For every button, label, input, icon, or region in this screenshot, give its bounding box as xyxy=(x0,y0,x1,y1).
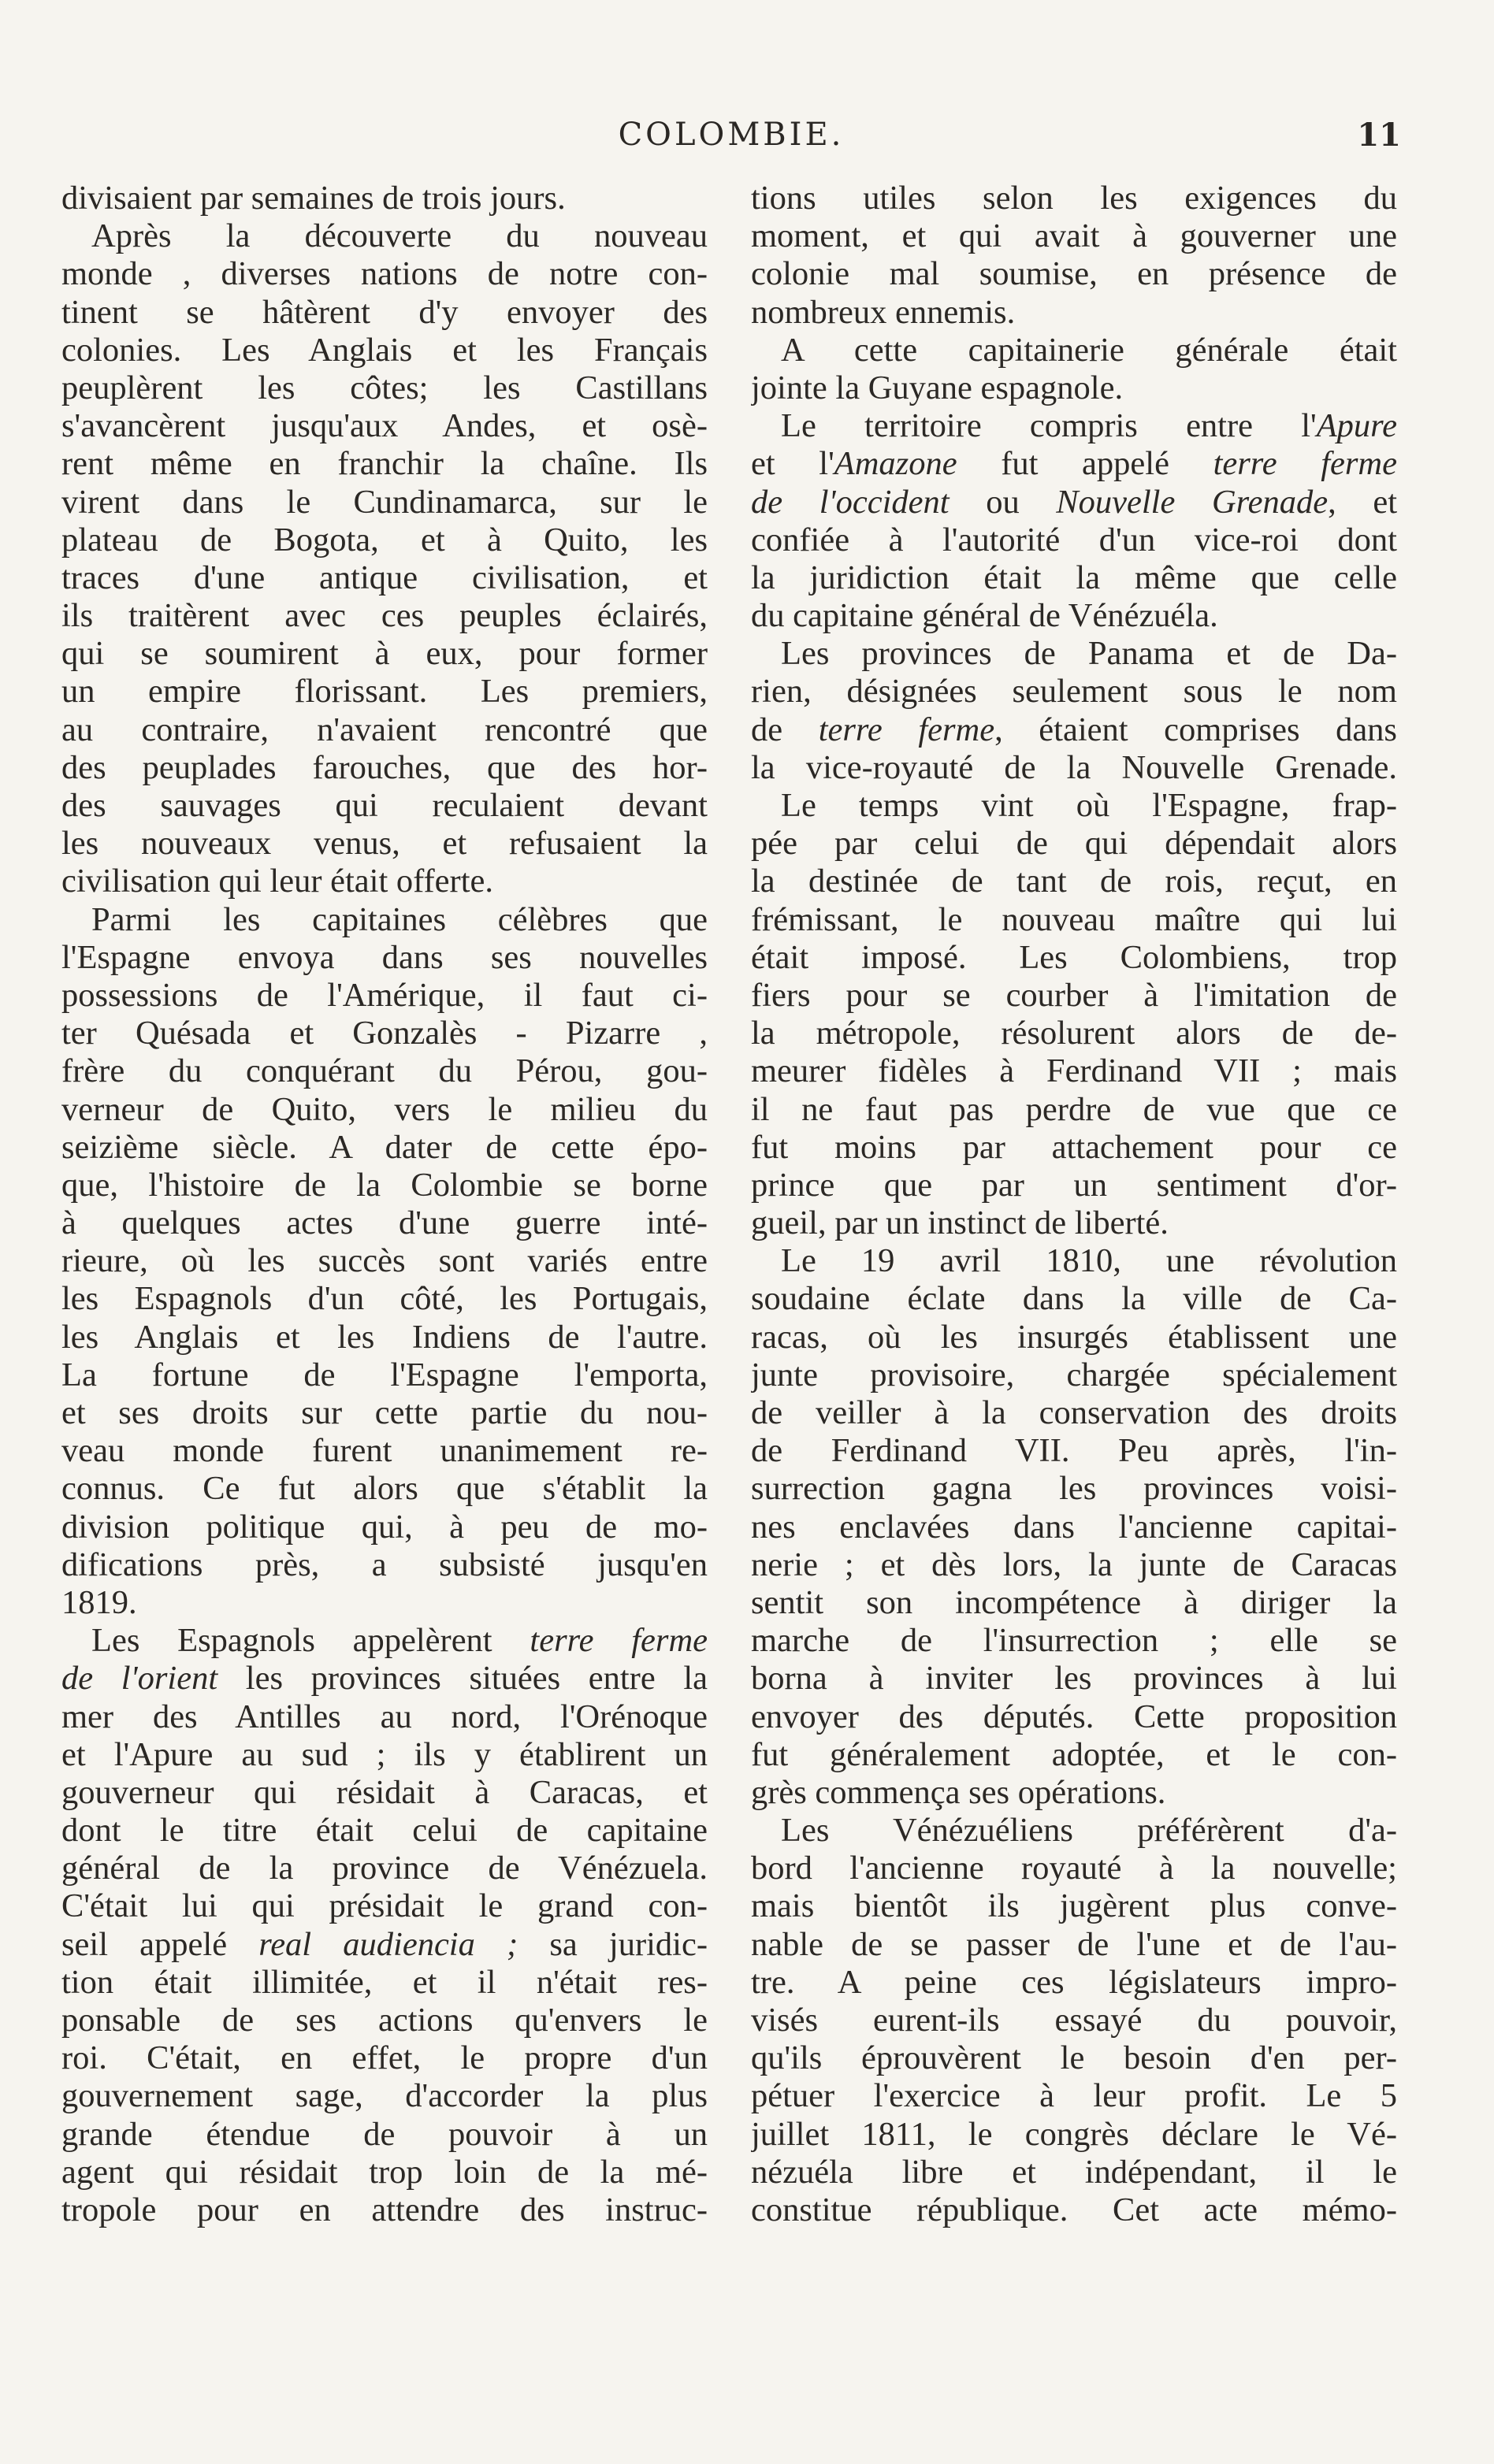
text-line: nerie ; et dès lors, la junte de Caracas xyxy=(751,1546,1397,1583)
text-line xyxy=(61,1926,708,1964)
italic-text: de l'occident xyxy=(751,483,950,521)
text-line: s'avancèrent jusqu'aux Andes, et osè- xyxy=(61,407,708,445)
text-line: colonie mal soumise, en présence de xyxy=(751,255,1397,293)
italic-text: terre ferme xyxy=(1213,445,1397,483)
text-line: prince que par un sentiment d'or- xyxy=(751,1166,1397,1204)
text-line: plateau de Bogota, et à Quito, les xyxy=(61,521,708,558)
text-line: les Espagnols d'un côté, les Portugais, xyxy=(61,1280,708,1318)
text-line: virent dans le Cundinamarca, sur le xyxy=(61,483,708,521)
left-text-column xyxy=(61,180,708,2229)
text-line xyxy=(751,407,1397,445)
italic-text: de l'orient xyxy=(61,1660,218,1698)
text-line: divisaient par semaines de trois jours. xyxy=(61,180,566,217)
text-line: grès commença ses opérations. xyxy=(751,1773,1166,1811)
text-run: de xyxy=(751,711,819,748)
text-line: visés eurent-ils essayé du pouvoir, xyxy=(751,2002,1397,2039)
text-line: Après la découverte du nouveau xyxy=(91,217,708,255)
text-line: tropole pour en attendre des instruc- xyxy=(61,2191,708,2228)
italic-text: Apure xyxy=(1316,407,1397,445)
text-line: fut moins par attachement pour ce xyxy=(751,1128,1397,1166)
text-line: gouvernement sage, d'accorder la plus xyxy=(61,2077,708,2115)
text-line: monde , diverses nations de notre con- xyxy=(61,255,708,293)
text-line: rent même en franchir la chaîne. Ils xyxy=(61,445,708,483)
text-line: verneur de Quito, vers le milieu du xyxy=(61,1090,708,1128)
text-line: l'Espagne envoya dans ses nouvelles xyxy=(61,938,708,976)
running-head xyxy=(61,117,1401,164)
text-line: civilisation qui leur était offerte. xyxy=(61,863,493,900)
text-line: pée par celui de qui dépendait alors xyxy=(751,825,1397,863)
text-line: fiers pour se courber à l'imitation de xyxy=(751,976,1397,1014)
text-line: Les Vénézuéliens préférèrent d'a- xyxy=(781,1812,1397,1850)
text-line: des peuplades farouches, que des hor- xyxy=(61,748,708,786)
text-line: tions utiles selon les exigences du xyxy=(751,180,1397,217)
text-line: constitue république. Cet acte mémo- xyxy=(751,2191,1397,2228)
text-line: mer des Antilles au nord, l'Orénoque xyxy=(61,1698,708,1735)
text-line: bord l'ancienne royauté à la nouvelle; xyxy=(751,1850,1397,1887)
text-line: ponsable de ses actions qu'envers le xyxy=(61,2002,708,2039)
text-line xyxy=(751,445,1397,483)
text-line: il ne faut pas perdre de vue que ce xyxy=(751,1090,1397,1128)
text-line: rieure, où les succès sont variés entre xyxy=(61,1242,708,1280)
text-line: tion était illimitée, et il n'était res- xyxy=(61,1963,708,2001)
text-line: agent qui résidait trop loin de la mé- xyxy=(61,2153,708,2191)
text-line: juillet 1811, le congrès déclare le Vé- xyxy=(751,2115,1397,2153)
text-line: 1819. xyxy=(61,1583,137,1621)
text-run: et l' xyxy=(751,445,834,483)
text-line: C'était lui qui présidait le grand con- xyxy=(61,1887,708,1925)
italic-text: real audiencia ; xyxy=(258,1925,518,1963)
text-run: , étaient comprises dans xyxy=(994,711,1397,748)
text-run: les provinces situées entre la xyxy=(217,1660,708,1698)
text-line: général de la province de Vénézuela. xyxy=(61,1850,708,1887)
text-line: à quelques actes d'une guerre inté- xyxy=(61,1204,708,1242)
text-run: seil appelé xyxy=(61,1925,259,1963)
text-line: Le temps vint où l'Espagne, frap- xyxy=(781,787,1397,824)
text-line: au contraire, n'avaient rencontré que xyxy=(61,711,708,748)
text-run: Le territoire compris entre l' xyxy=(781,407,1317,445)
running-title: COLOMBIE. xyxy=(618,117,845,153)
text-run: , et xyxy=(1328,483,1397,521)
text-line: la vice-royauté de la Nouvelle Grenade. xyxy=(751,748,1397,786)
italic-text: terre ferme xyxy=(530,1622,708,1660)
text-line: racas, où les insurgés établissent une xyxy=(751,1318,1397,1356)
text-line: Les provinces de Panama et de Da- xyxy=(781,635,1397,673)
text-line: les Anglais et les Indiens de l'autre. xyxy=(61,1318,708,1356)
text-line: confiée à l'autorité d'un vice-roi dont xyxy=(751,521,1397,558)
text-line: de Ferdinand VII. Peu après, l'in- xyxy=(751,1432,1397,1470)
text-line: était imposé. Les Colombiens, trop xyxy=(751,938,1397,976)
text-line: la métropole, résolurent alors de de- xyxy=(751,1015,1397,1052)
text-line xyxy=(61,1660,708,1698)
text-line: mais bientôt ils jugèrent plus conve- xyxy=(751,1887,1397,1925)
text-line: tre. A peine ces législateurs impro- xyxy=(751,1963,1397,2001)
text-line: possessions de l'Amérique, il faut ci- xyxy=(61,976,708,1014)
text-line: meurer fidèles à Ferdinand VII ; mais xyxy=(751,1052,1397,1090)
text-line: sentit son incompétence à diriger la xyxy=(751,1583,1397,1621)
text-line: nes enclavées dans l'ancienne capitai- xyxy=(751,1508,1397,1546)
text-run: sa juridic- xyxy=(518,1925,708,1963)
text-line: un empire florissant. Les premiers, xyxy=(61,673,708,711)
text-line: grande étendue de pouvoir à un xyxy=(61,2115,708,2153)
text-line: peuplèrent les côtes; les Castillans xyxy=(61,369,708,406)
text-line xyxy=(61,1622,708,1660)
text-line: envoyer des députés. Cette proposition xyxy=(751,1698,1397,1735)
text-line: jointe la Guyane espagnole. xyxy=(751,369,1124,406)
text-line: nézuéla libre et indépendant, il le xyxy=(751,2153,1397,2191)
text-line: moment, et qui avait à gouverner une xyxy=(751,217,1397,255)
italic-text: Nouvelle Grenade xyxy=(1056,483,1329,521)
text-run: ou xyxy=(949,483,1057,521)
text-line: que, l'histoire de la Colombie se borne xyxy=(61,1166,708,1204)
text-line: veau monde furent unanimement re- xyxy=(61,1432,708,1470)
text-line: et ses droits sur cette partie du nou- xyxy=(61,1394,708,1431)
text-line: surrection gagna les provinces voisi- xyxy=(751,1470,1397,1508)
text-line: nable de se passer de l'une et de l'au- xyxy=(751,1925,1397,1963)
text-line: ter Quésada et Gonzalès - Pizarre , xyxy=(61,1015,708,1052)
text-line: ils traitèrent avec ces peuples éclairés, xyxy=(61,597,708,635)
text-line: la juridiction était la même que celle xyxy=(751,558,1397,596)
page-number: 11 xyxy=(1357,117,1401,154)
text-line: gouverneur qui résidait à Caracas, et xyxy=(61,1773,708,1811)
text-line xyxy=(751,711,1397,749)
text-line: la destinée de tant de rois, reçut, en xyxy=(751,863,1397,900)
text-line: soudaine éclate dans la ville de Ca- xyxy=(751,1280,1397,1318)
text-line: connus. Ce fut alors que s'établit la xyxy=(61,1470,708,1508)
text-line: les nouveaux venus, et refusaient la xyxy=(61,825,708,863)
text-line: tinent se hâtèrent d'y envoyer des xyxy=(61,293,708,331)
text-line: Le 19 avril 1810, une révolution xyxy=(781,1242,1397,1280)
text-run: Les Espagnols appelèrent xyxy=(91,1622,530,1660)
italic-text: terre ferme xyxy=(818,711,995,748)
italic-text: Amazone xyxy=(834,445,957,483)
text-line: nombreux ennemis. xyxy=(751,293,1016,331)
text-line: Parmi les capitaines célèbres que xyxy=(91,900,708,938)
text-line: marche de l'insurrection ; elle se xyxy=(751,1622,1397,1660)
text-line: de veiller à la conservation des droits xyxy=(751,1394,1397,1431)
text-line: dont le titre était celui de capitaine xyxy=(61,1812,708,1850)
text-line: rien, désignées seulement sous le nom xyxy=(751,673,1397,711)
text-line: colonies. Les Anglais et les Français xyxy=(61,331,708,369)
text-line: pétuer l'exercice à leur profit. Le 5 xyxy=(751,2077,1397,2115)
text-line: La fortune de l'Espagne l'emporta, xyxy=(61,1356,708,1393)
text-line: qui se soumirent à eux, pour former xyxy=(61,635,708,673)
text-line: junte provisoire, chargée spécialement xyxy=(751,1356,1397,1393)
text-line: et l'Apure au sud ; ils y établirent un xyxy=(61,1735,708,1773)
text-line: A cette capitainerie générale était xyxy=(781,331,1397,369)
text-line: des sauvages qui reculaient devant xyxy=(61,787,708,824)
text-run: fut appelé xyxy=(957,445,1213,483)
text-line: frère du conquérant du Pérou, gou- xyxy=(61,1052,708,1090)
text-line: roi. C'était, en effet, le propre d'un xyxy=(61,2039,708,2077)
text-line: division politique qui, à peu de mo- xyxy=(61,1508,708,1546)
text-line: traces d'une antique civilisation, et xyxy=(61,558,708,596)
text-line: frémissant, le nouveau maître qui lui xyxy=(751,900,1397,938)
text-line: seizième siècle. A dater de cette épo- xyxy=(61,1128,708,1166)
text-line: gueil, par un instinct de liberté. xyxy=(751,1204,1169,1242)
text-line xyxy=(751,484,1397,521)
text-line: du capitaine général de Vénézuéla. xyxy=(751,597,1218,635)
text-line: borna à inviter les provinces à lui xyxy=(751,1660,1397,1698)
text-line: fut généralement adoptée, et le con- xyxy=(751,1735,1397,1773)
text-line: qu'ils éprouvèrent le besoin d'en per- xyxy=(751,2039,1397,2077)
right-text-column xyxy=(751,180,1397,2229)
text-line: difications près, a subsisté jusqu'en xyxy=(61,1546,708,1583)
